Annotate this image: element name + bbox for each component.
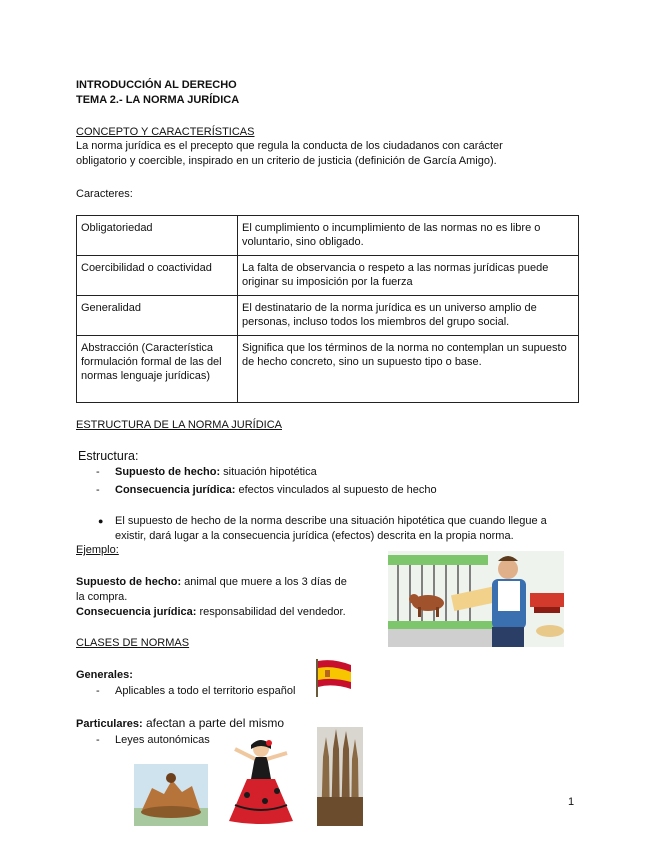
table-row	[77, 256, 579, 296]
section-heading-estructura: ESTRUCTURA DE LA NORMA JURÍDICA	[76, 419, 282, 431]
table-cell-term: Obligatoriedad	[77, 216, 238, 256]
caracteres-table	[76, 215, 579, 403]
concepto-paragraph-line1: La norma jurídica es el precepto que regula la conducta de los ciudadanos con carácter	[76, 140, 503, 152]
dash-marker: -	[96, 685, 100, 697]
list-item-term: Consecuencia jurídica:	[115, 484, 236, 496]
ejemplo-supuesto-cont: la compra.	[76, 591, 128, 603]
list-item-text: situación hipotética	[220, 466, 317, 478]
table-cell-desc: El cumplimiento o incumplimiento de las normas no es libre o voluntario, sino obligado.	[238, 216, 579, 256]
concepto-paragraph-line2: obligatorio y coercible, inspirado en un criterio de justicia (definición de García Amigo).	[76, 155, 497, 167]
ejemplo-supuesto-text: animal que muere a los 3 días de	[181, 576, 347, 588]
generales-item: Aplicables a todo el territorio español	[115, 685, 296, 697]
bullet-marker: ●	[98, 516, 104, 526]
particulares-text: afectan a parte del mismo	[142, 716, 285, 730]
table-cell-term: Coercibilidad o coactividad	[77, 256, 238, 296]
list-item-term: Supuesto de hecho:	[115, 466, 221, 478]
table-row	[77, 216, 579, 256]
table-cell-desc: Significa que los términos de la norma no contemplan un supuesto de hecho concreto, sino un supuesto tipo o base.	[238, 336, 579, 403]
estructura-bullet-line1: El supuesto de hecho de la norma describe una situación hipotética que cuando llegue a	[115, 515, 547, 527]
document-title: INTRODUCCIÓN AL DERECHO	[76, 79, 237, 91]
sagrada-familia-illustration	[317, 727, 363, 826]
ejemplo-label: Ejemplo:	[76, 544, 119, 556]
ejemplo-consecuencia-term: Consecuencia jurídica:	[76, 606, 197, 618]
section-heading-clases: CLASES DE NORMAS	[76, 637, 190, 649]
generales-label: Generales:	[76, 669, 133, 681]
caracteres-label: Caracteres:	[76, 188, 133, 200]
ejemplo-supuesto	[76, 575, 347, 590]
fountain-illustration	[134, 764, 208, 826]
flamenco-dancer-illustration	[225, 735, 298, 825]
estructura-label: Estructura:	[78, 449, 139, 463]
page-number: 1	[568, 796, 575, 808]
document-subtitle: TEMA 2.- LA NORMA JURÍDICA	[76, 94, 240, 106]
particulares-label: Particulares:	[76, 718, 143, 730]
list-item	[115, 483, 437, 498]
particulares-item: Leyes autonómicas	[115, 734, 210, 746]
table-row	[77, 336, 579, 403]
ejemplo-consecuencia	[76, 605, 346, 620]
section-heading-concepto: CONCEPTO Y CARACTERÍSTICAS	[76, 126, 255, 138]
dash-marker: -	[96, 466, 100, 478]
vendor-illustration	[388, 551, 564, 647]
particulares-line	[76, 716, 284, 732]
ejemplo-supuesto-term: Supuesto de hecho:	[76, 576, 182, 588]
table-cell-desc: El destinatario de la norma jurídica es un universo amplio de personas, incluso todos los miembros del grupo social.	[238, 296, 579, 336]
ejemplo-consecuencia-text: responsabilidad del vendedor.	[196, 606, 346, 618]
table-cell-desc: La falta de observancia o respeto a las normas jurídicas puede originar su imposición por la fuerza	[238, 256, 579, 296]
spain-flag-illustration	[313, 657, 355, 699]
dash-marker: -	[96, 484, 100, 496]
table-row	[77, 296, 579, 336]
list-item-text: efectos vinculados al supuesto de hecho	[235, 484, 437, 496]
dash-marker: -	[96, 734, 100, 746]
table-cell-term: Abstracción (Característica formulación formal de las del normas lenguaje jurídicas)	[77, 336, 238, 403]
list-item	[115, 465, 317, 480]
table-cell-term: Generalidad	[77, 296, 238, 336]
estructura-bullet-line2: existir, dará lugar a la consecuencia jurídica (efectos) descrita en la propia norma.	[115, 530, 514, 542]
